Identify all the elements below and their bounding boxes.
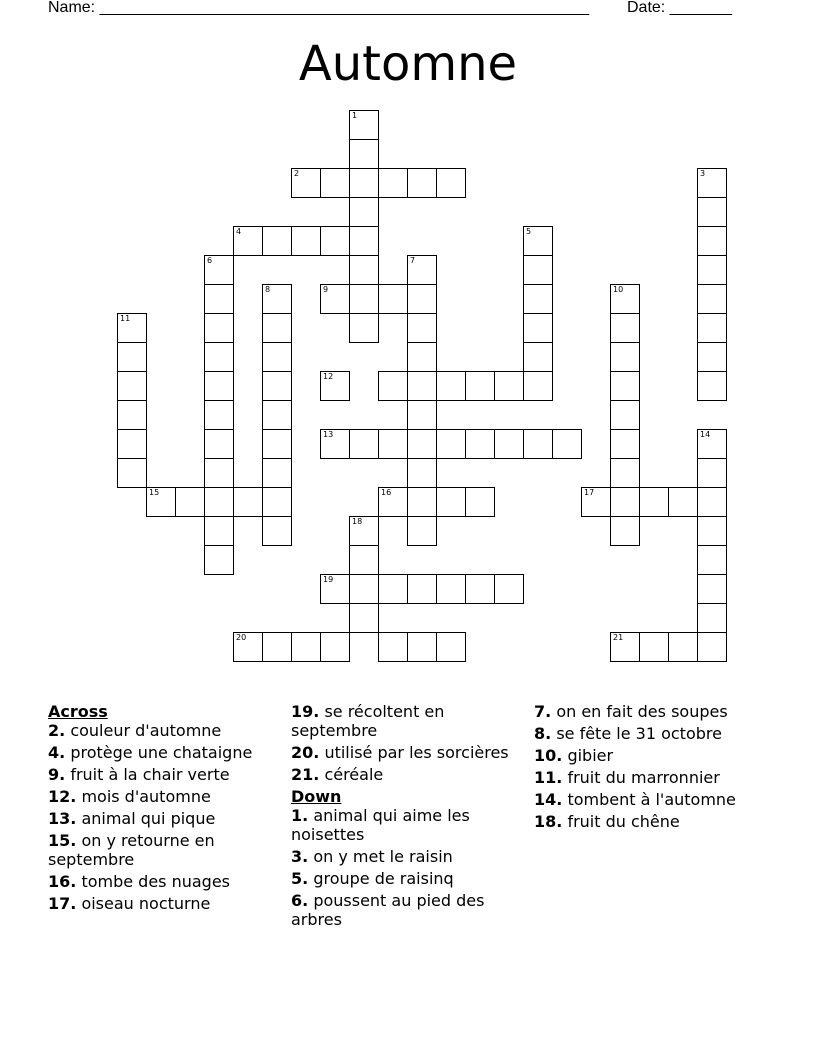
grid-cell[interactable] bbox=[436, 429, 466, 459]
down-clue bbox=[291, 806, 516, 844]
clue-num: 10. bbox=[534, 746, 563, 765]
clue-text: fruit du marronnier bbox=[567, 768, 720, 787]
grid-cell[interactable] bbox=[378, 168, 408, 198]
clue-num: 5. bbox=[291, 869, 309, 888]
grid-cell[interactable] bbox=[465, 371, 495, 401]
down-clue bbox=[534, 702, 774, 721]
grid-cell[interactable] bbox=[523, 313, 553, 343]
grid-cell[interactable] bbox=[494, 429, 524, 459]
grid-cell[interactable] bbox=[494, 574, 524, 604]
grid-cell[interactable] bbox=[523, 255, 553, 285]
grid-cell[interactable] bbox=[117, 342, 147, 372]
grid-cell[interactable] bbox=[697, 255, 727, 285]
grid-cell[interactable] bbox=[204, 458, 234, 488]
clues-column-2 bbox=[291, 702, 516, 932]
clue-number: 7 bbox=[410, 256, 416, 265]
clue-number: 6 bbox=[207, 256, 213, 265]
grid-cell[interactable] bbox=[291, 632, 321, 662]
clues-column-1 bbox=[48, 702, 273, 916]
grid-cell[interactable] bbox=[117, 313, 147, 343]
grid-cell[interactable] bbox=[465, 574, 495, 604]
grid-cell[interactable] bbox=[349, 139, 379, 169]
grid-cell[interactable] bbox=[378, 632, 408, 662]
grid-cell[interactable] bbox=[262, 284, 292, 314]
clue-number: 12 bbox=[323, 372, 334, 381]
clue-num: 11. bbox=[534, 768, 563, 787]
across-clue bbox=[291, 765, 516, 784]
grid-cell[interactable] bbox=[349, 226, 379, 256]
clue-text: tombent à l'automne bbox=[567, 790, 736, 809]
grid-cell[interactable] bbox=[262, 313, 292, 343]
clue-text: couleur d'automne bbox=[70, 721, 222, 740]
grid-cell[interactable] bbox=[465, 429, 495, 459]
clue-text: se fête le 31 octobre bbox=[556, 724, 722, 743]
clue-text: fruit du chêne bbox=[567, 812, 680, 831]
grid-cell[interactable] bbox=[291, 226, 321, 256]
clue-num: 8. bbox=[534, 724, 552, 743]
down-clue bbox=[534, 812, 774, 831]
grid-cell[interactable] bbox=[610, 632, 640, 662]
clue-text: protège une chataigne bbox=[70, 743, 253, 762]
down-heading: Down bbox=[291, 787, 342, 806]
grid-cell[interactable] bbox=[697, 168, 727, 198]
grid-cell[interactable] bbox=[320, 168, 350, 198]
grid-cell[interactable] bbox=[349, 110, 379, 140]
clue-text: on y retourne en septembre bbox=[48, 831, 215, 869]
across-clue bbox=[48, 765, 273, 784]
down-clue bbox=[534, 768, 774, 787]
grid-cell[interactable] bbox=[233, 632, 263, 662]
grid-cell[interactable] bbox=[639, 487, 669, 517]
grid-cell[interactable] bbox=[262, 487, 292, 517]
grid-cell[interactable] bbox=[436, 487, 466, 517]
clue-text: animal qui pique bbox=[81, 809, 216, 828]
clue-text: poussent au pied des arbres bbox=[291, 891, 485, 929]
across-clue bbox=[291, 743, 516, 762]
grid-cell[interactable] bbox=[320, 371, 350, 401]
grid-cell[interactable] bbox=[262, 458, 292, 488]
clue-number: 15 bbox=[149, 488, 160, 497]
grid-cell[interactable] bbox=[407, 371, 437, 401]
grid-cell[interactable] bbox=[697, 284, 727, 314]
clue-text: fruit à la chair verte bbox=[70, 765, 230, 784]
down-clue bbox=[291, 869, 516, 888]
grid-cell[interactable] bbox=[523, 342, 553, 372]
grid-cell[interactable] bbox=[610, 516, 640, 546]
clue-num: 6. bbox=[291, 891, 309, 910]
grid-cell[interactable] bbox=[668, 487, 698, 517]
clue-text: oiseau nocturne bbox=[81, 894, 211, 913]
clue-text: céréale bbox=[324, 765, 384, 784]
grid-cell[interactable] bbox=[378, 429, 408, 459]
grid-cell[interactable] bbox=[639, 632, 669, 662]
grid-cell[interactable] bbox=[436, 632, 466, 662]
grid-cell[interactable] bbox=[233, 226, 263, 256]
grid-cell[interactable] bbox=[117, 458, 147, 488]
down-clue bbox=[534, 746, 774, 765]
clue-number: 18 bbox=[352, 517, 363, 526]
grid-cell[interactable] bbox=[697, 574, 727, 604]
down-clue bbox=[534, 790, 774, 809]
grid-cell[interactable] bbox=[407, 284, 437, 314]
grid-cell[interactable] bbox=[610, 371, 640, 401]
grid-cell[interactable] bbox=[262, 516, 292, 546]
grid-cell[interactable] bbox=[233, 487, 263, 517]
down-clue bbox=[534, 724, 774, 743]
grid-cell[interactable] bbox=[552, 429, 582, 459]
clue-number: 4 bbox=[236, 227, 242, 236]
grid-cell[interactable] bbox=[407, 313, 437, 343]
grid-cell[interactable] bbox=[407, 342, 437, 372]
across-clue bbox=[48, 894, 273, 913]
grid-cell[interactable] bbox=[581, 487, 611, 517]
clue-number: 14 bbox=[700, 430, 711, 439]
grid-cell[interactable] bbox=[407, 458, 437, 488]
across-heading: Across bbox=[48, 702, 108, 721]
clue-number: 20 bbox=[236, 633, 247, 642]
grid-cell[interactable] bbox=[697, 342, 727, 372]
clue-num: 13. bbox=[48, 809, 77, 828]
grid-cell[interactable] bbox=[117, 429, 147, 459]
grid-cell[interactable] bbox=[697, 371, 727, 401]
clue-text: mois d'automne bbox=[81, 787, 211, 806]
down-clue bbox=[291, 847, 516, 866]
grid-cell[interactable] bbox=[407, 168, 437, 198]
across-clue bbox=[48, 831, 273, 869]
grid-cell[interactable] bbox=[697, 545, 727, 575]
clue-number: 8 bbox=[265, 285, 271, 294]
grid-cell[interactable] bbox=[407, 487, 437, 517]
grid-cell[interactable] bbox=[407, 516, 437, 546]
grid-cell[interactable] bbox=[262, 371, 292, 401]
clue-number: 1 bbox=[352, 111, 358, 120]
across-clue bbox=[291, 702, 516, 740]
clue-num: 3. bbox=[291, 847, 309, 866]
clues-column-3 bbox=[534, 702, 774, 834]
name-label: Name: _______________________________________________________ bbox=[48, 0, 589, 16]
grid-cell[interactable] bbox=[349, 284, 379, 314]
grid-cell[interactable] bbox=[204, 255, 234, 285]
date-label: Date: _______ bbox=[627, 0, 732, 16]
clue-text: tombe des nuages bbox=[81, 872, 231, 891]
grid-cell[interactable] bbox=[523, 371, 553, 401]
clue-number: 11 bbox=[120, 314, 131, 323]
across-clue bbox=[48, 743, 273, 762]
grid-cell[interactable] bbox=[117, 400, 147, 430]
grid-cell[interactable] bbox=[378, 487, 408, 517]
clue-text: animal qui aime les noisettes bbox=[291, 806, 470, 844]
clue-num: 17. bbox=[48, 894, 77, 913]
clue-num: 4. bbox=[48, 743, 66, 762]
clue-text: groupe de raisinq bbox=[313, 869, 454, 888]
clue-number: 10 bbox=[613, 285, 624, 294]
grid-cell[interactable] bbox=[204, 371, 234, 401]
clue-number: 13 bbox=[323, 430, 334, 439]
clue-number: 5 bbox=[526, 227, 532, 236]
grid-cell[interactable] bbox=[697, 516, 727, 546]
grid-cell[interactable] bbox=[465, 487, 495, 517]
clue-num: 9. bbox=[48, 765, 66, 784]
grid-cell[interactable] bbox=[697, 197, 727, 227]
grid-cell[interactable] bbox=[378, 574, 408, 604]
clue-num: 21. bbox=[291, 765, 320, 784]
grid-cell[interactable] bbox=[262, 342, 292, 372]
grid-cell[interactable] bbox=[204, 487, 234, 517]
across-clue bbox=[48, 787, 273, 806]
down-clue bbox=[291, 891, 516, 929]
across-clue bbox=[48, 809, 273, 828]
clue-number: 2 bbox=[294, 169, 300, 178]
grid-cell[interactable] bbox=[204, 545, 234, 575]
clue-text: on en fait des soupes bbox=[556, 702, 728, 721]
clue-num: 1. bbox=[291, 806, 309, 825]
clue-num: 18. bbox=[534, 812, 563, 831]
grid-cell[interactable] bbox=[349, 255, 379, 285]
grid-cell[interactable] bbox=[204, 516, 234, 546]
grid-cell[interactable] bbox=[668, 632, 698, 662]
grid-cell[interactable] bbox=[262, 429, 292, 459]
grid-cell[interactable] bbox=[610, 313, 640, 343]
header bbox=[48, 0, 768, 20]
across-clue bbox=[48, 721, 273, 740]
grid-cell[interactable] bbox=[320, 226, 350, 256]
clue-text: gibier bbox=[567, 746, 614, 765]
across-clue bbox=[48, 872, 273, 891]
clue-text: on y met le raisin bbox=[313, 847, 453, 866]
clue-num: 7. bbox=[534, 702, 552, 721]
grid-cell[interactable] bbox=[378, 284, 408, 314]
grid-cell[interactable] bbox=[262, 226, 292, 256]
grid-cell[interactable] bbox=[697, 487, 727, 517]
grid-cell[interactable] bbox=[204, 313, 234, 343]
grid-cell[interactable] bbox=[204, 400, 234, 430]
clue-number: 17 bbox=[584, 488, 595, 497]
grid-cell[interactable] bbox=[320, 574, 350, 604]
grid-cell[interactable] bbox=[610, 458, 640, 488]
grid-cell[interactable] bbox=[204, 429, 234, 459]
grid-cell[interactable] bbox=[436, 168, 466, 198]
grid-cell[interactable] bbox=[523, 226, 553, 256]
grid-cell[interactable] bbox=[262, 400, 292, 430]
grid-cell[interactable] bbox=[697, 429, 727, 459]
grid-cell[interactable] bbox=[349, 168, 379, 198]
grid-cell[interactable] bbox=[320, 632, 350, 662]
grid-cell[interactable] bbox=[349, 429, 379, 459]
grid-cell[interactable] bbox=[291, 168, 321, 198]
grid-cell[interactable] bbox=[349, 516, 379, 546]
grid-cell[interactable] bbox=[407, 400, 437, 430]
clue-text: utilisé par les sorcières bbox=[324, 743, 509, 762]
grid-cell[interactable] bbox=[697, 632, 727, 662]
grid-cell[interactable] bbox=[407, 255, 437, 285]
clue-num: 16. bbox=[48, 872, 77, 891]
clue-num: 20. bbox=[291, 743, 320, 762]
grid-cell[interactable] bbox=[117, 371, 147, 401]
page-title: Automne bbox=[298, 36, 518, 92]
grid-cell[interactable] bbox=[610, 429, 640, 459]
clue-number: 19 bbox=[323, 575, 334, 584]
grid-cell[interactable] bbox=[407, 574, 437, 604]
clue-num: 12. bbox=[48, 787, 77, 806]
grid-cell[interactable] bbox=[523, 284, 553, 314]
grid-cell[interactable] bbox=[349, 545, 379, 575]
grid-cell[interactable] bbox=[349, 574, 379, 604]
clue-num: 15. bbox=[48, 831, 77, 850]
grid-cell[interactable] bbox=[610, 342, 640, 372]
clue-number: 9 bbox=[323, 285, 329, 294]
grid-cell[interactable] bbox=[320, 284, 350, 314]
clue-num: 19. bbox=[291, 702, 320, 721]
clue-number: 21 bbox=[613, 633, 624, 642]
grid-cell[interactable] bbox=[349, 313, 379, 343]
grid-cell[interactable] bbox=[494, 371, 524, 401]
grid-cell[interactable] bbox=[407, 429, 437, 459]
clue-number: 16 bbox=[381, 488, 392, 497]
grid-cell[interactable] bbox=[204, 342, 234, 372]
clue-text: se récoltent en septembre bbox=[291, 702, 445, 740]
grid-cell[interactable] bbox=[610, 487, 640, 517]
clue-number: 3 bbox=[700, 169, 706, 178]
grid-cell[interactable] bbox=[697, 458, 727, 488]
grid-cell[interactable] bbox=[175, 487, 205, 517]
grid-cell[interactable] bbox=[262, 632, 292, 662]
grid-cell[interactable] bbox=[378, 371, 408, 401]
grid-cell[interactable] bbox=[697, 603, 727, 633]
grid-cell[interactable] bbox=[436, 574, 466, 604]
grid-cell[interactable] bbox=[146, 487, 176, 517]
grid-cell[interactable] bbox=[523, 429, 553, 459]
grid-cell[interactable] bbox=[320, 429, 350, 459]
grid-cell[interactable] bbox=[204, 284, 234, 314]
grid-cell[interactable] bbox=[697, 226, 727, 256]
grid-cell[interactable] bbox=[436, 371, 466, 401]
clue-num: 14. bbox=[534, 790, 563, 809]
grid-cell[interactable] bbox=[349, 197, 379, 227]
grid-cell[interactable] bbox=[697, 313, 727, 343]
grid-cell[interactable] bbox=[610, 400, 640, 430]
grid-cell[interactable] bbox=[407, 632, 437, 662]
grid-cell[interactable] bbox=[610, 284, 640, 314]
clue-num: 2. bbox=[48, 721, 66, 740]
grid-cell[interactable] bbox=[349, 603, 379, 633]
